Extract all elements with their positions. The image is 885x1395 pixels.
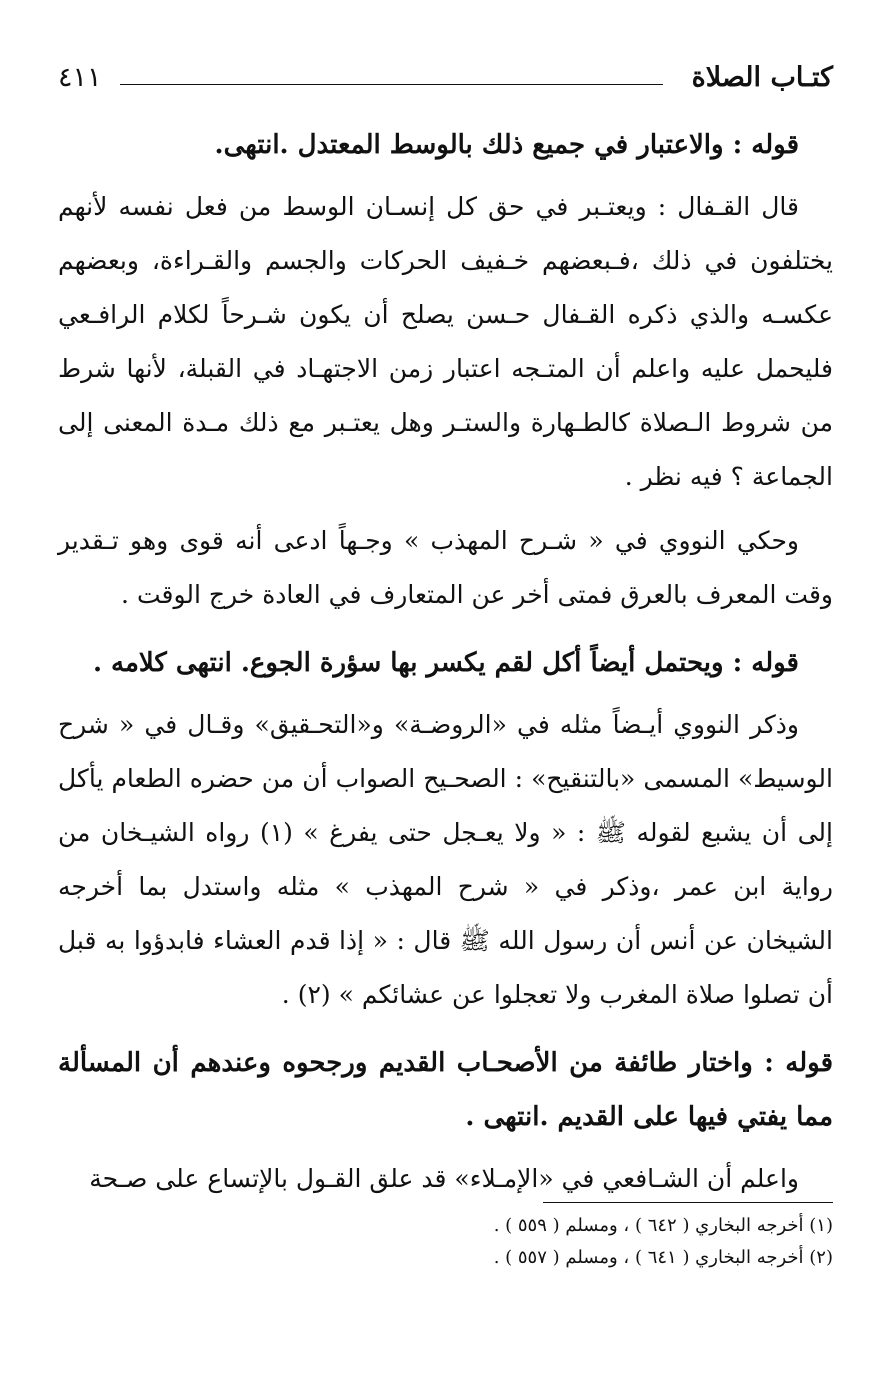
header-rule	[120, 84, 663, 85]
quoted-statement-1: قوله : والاعتبار في جميع ذلك بالوسط المعتدل .انتهى.	[214, 130, 799, 160]
paragraph-1: قال القـفال : ويعتـبر في حق كل إنسـان الوسط من فعل نفسه لأنهم يختلفون في ذلك ،فـبعضهم خـفيف الحركات والجسم والقـراءة، وبعضهم عكسـه والذي ذكره القـفال حـسن يصلح أن يكون شـرحاً لكلام الرافـعي فليحمل عليه واعلم أن المتـجه اعتبار زمن الاجتهـاد في القبلة، لأنها شرط من شروط الـصلاة كالطـهارة والستـر وهل يعتـبر مع ذلك مـدة المعنى إلى الجماعة ؟ فيه نظر .	[58, 192, 833, 491]
footnote-1: (١) أخرجه البخاري ( ٦٤٢ ) ، ومسلم ( ٥٥٩ ) .	[493, 1215, 833, 1236]
paragraph-3: وذكر النووي أيـضاً مثله في «الروضـة» و«التحـقيق» وقـال في « شرح الوسيط» المسمى «بالتنقيح» : الصحـيح الصواب أن من حضره الطعام يأكل إلى أن يشبع لقوله ﷺ : « ولا يعـجل حتى يفرغ » (١) رواه الشيـخان من رواية ابن عمر ،وذكر في « شرح المهذب » مثله واستدل بما أخرجه الشيخان عن أنس أن رسول الله ﷺ قال : « إذا قدم العشاء فابدؤوا به قبل أن تصلوا صلاة المغرب ولا تعجلوا عن عشائكم » (٢) .	[58, 710, 833, 1009]
chapter-title: كتـاب الصلاة	[691, 62, 833, 93]
quoted-statement-3: قوله : واختار طائفة من الأصحـاب القديم ورجحوه وعندهم أن المسألة مما يفتي فيها على القديم .انتهى .	[58, 1048, 833, 1132]
footnotes	[58, 1210, 833, 1274]
footnote-divider	[543, 1202, 833, 1203]
page-body	[58, 118, 833, 1206]
running-header	[58, 60, 833, 104]
book-page	[58, 60, 833, 1360]
page-number: ٤١١	[58, 62, 102, 93]
footnote-2: (٢) أخرجه البخاري ( ٦٤١ ) ، ومسلم ( ٥٥٧ ) .	[493, 1247, 833, 1268]
quoted-statement-2: قوله : ويحتمل أيضاً أكل لقم يكسر بها سؤرة الجوع. انتهى كلامه .	[92, 648, 799, 678]
paragraph-4: واعلم أن الشـافعي في «الإمـلاء» قد علق القـول بالإتساع على صـحة	[89, 1164, 799, 1193]
paragraph-2: وحكي النووي في « شـرح المهذب » وجـهاً ادعى أنه قوى وهو تـقدير وقت المعرف بالعرق فمتى أخر عن المتعارف في العادة خرج الوقت .	[58, 526, 833, 609]
